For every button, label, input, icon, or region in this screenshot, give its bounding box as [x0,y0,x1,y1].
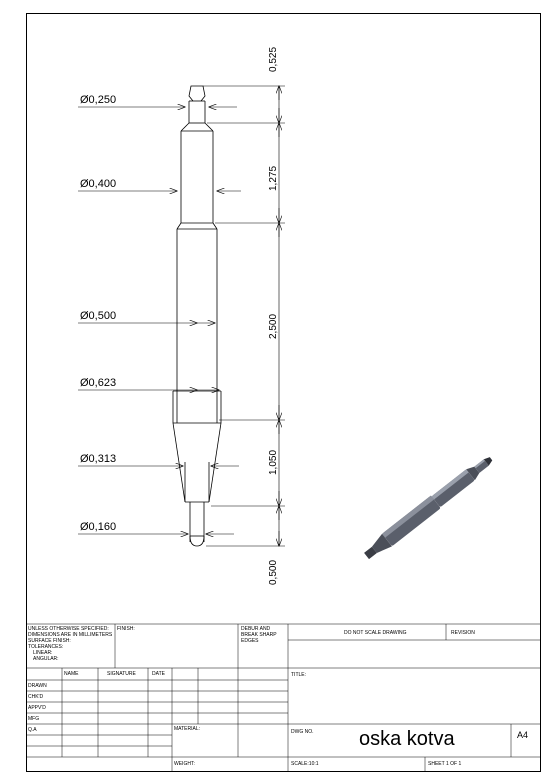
diameter-label: Ø0,400 [80,178,117,190]
length-label: 1,275 [268,165,279,191]
drawing-name: oska kotva [359,728,455,750]
row-label: Q.A [28,727,37,733]
row-label: DRAWN [28,683,47,689]
col-header-name: NAME [64,671,79,677]
weight-label: WEIGHT: [174,761,195,767]
diameter-label: Ø0,160 [80,521,117,533]
sheet-size: A4 [517,730,529,740]
do-not-scale-note: DO NOT SCALE DRAWING [344,630,407,636]
length-label: 0,525 [268,46,279,72]
general-note: UNLESS OTHERWISE SPECIFIED: DIMENSIONS ARE IN MILLIMETERS SURFACE FINISH: TOLERANCES: LINEAR: ANGULAR: [28,626,113,662]
material-label: MATERIAL: [174,726,201,732]
diameter-label: Ø0,623 [80,377,117,389]
length-label: 2,500 [268,313,279,339]
diameter-label: Ø0,250 [80,94,117,106]
finish-label: FINISH: [117,626,135,632]
diameter-label: Ø0,313 [80,453,117,465]
isometric-view [362,452,496,562]
row-label: CHK'D [28,694,44,700]
dwg-no-label: DWG NO. [291,729,314,735]
col-header-date: DATE [152,671,165,677]
length-label: 1,050 [268,449,279,475]
title-label: TITLE: [291,672,307,678]
pin-outline [173,86,221,546]
scale-label: SCALE:10:1 [291,761,319,767]
length-label: 0,500 [268,559,279,585]
row-label: MFG [28,716,40,722]
sheet-label: SHEET 1 OF 1 [428,761,462,767]
row-label: APPV'D [28,705,46,711]
diameter-label: Ø0,500 [80,310,117,322]
col-header-signature: SIGNATURE [107,671,136,677]
revision-label: REVISION [451,630,475,636]
deburr-note: DEBUR AND BREAK SHARP EDGES [241,626,277,644]
